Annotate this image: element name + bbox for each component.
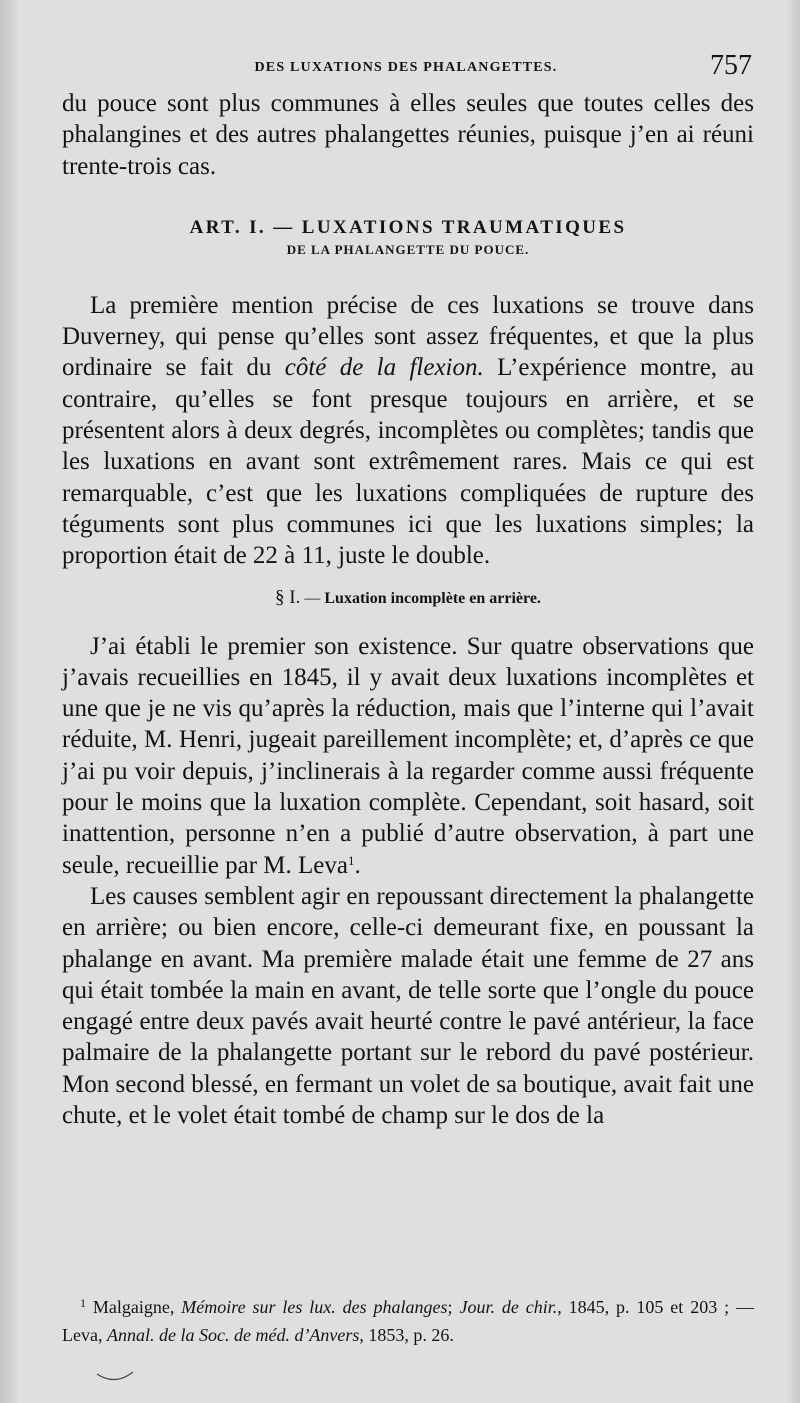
page-left-edge-shadow — [0, 0, 18, 1403]
section-title: Luxation incomplète en arrière. — [324, 589, 541, 607]
footnote-journal-2: Annal. de la Soc. de méd. d’Anvers — [106, 1325, 360, 1345]
paragraph-continuation: du pouce sont plus communes à elles seules que toutes celles des phalangines et des autres phalangettes réunies, puisque j’en ai réuni trente-trois cas. — [62, 90, 754, 180]
main-text — [62, 88, 754, 1131]
article-heading: ART. I. — LUXATIONS TRAUMATIQUES — [189, 216, 627, 238]
paragraph-existence — [62, 631, 754, 881]
footnote-text: , 1845, p. 105 et 203 ; — Leva, — [62, 1297, 754, 1345]
italic-phrase: côté de la flexion. — [284, 354, 484, 382]
footnote-journal: Jour. de chir. — [459, 1297, 558, 1317]
footnote — [62, 1293, 754, 1349]
section-number: § I. — [275, 586, 301, 608]
footnote-author: Malgaigne, — [92, 1297, 182, 1317]
page-number: 757 — [710, 50, 752, 81]
paragraph-text: J’ai établi le premier son existence. Sur quatre observations que j’avais recueillies en 1845, il y avait deux luxations incomplètes et une que je ne vis qu’après la réduction, mais que l’interne qui l’avait réduite, M. Henri, jugeait pareillement incomplète; et, d’après ce que j’ai pu voir depuis, j’inclinerais à la regarder comme aussi fréquente pour le moins que la luxation complète. Cependant, soit hasard, soit inattention, personne n’en a publié d’autre observation, à part une seule, recueillie par M. Leva — [62, 632, 754, 879]
footnote-reference[interactable]: 1 — [347, 852, 355, 868]
paragraph-text: La première mention précise de ces luxations se trouve dans Duverney, qui pense qu’elles sont assez fréquentes, et que la plus ordinaire se fait du — [62, 291, 754, 382]
pencil-mark — [95, 1368, 135, 1386]
footnote-end: , 1853, p. 26. — [359, 1325, 454, 1345]
footnote-separator: ; — [447, 1297, 460, 1317]
paragraph-text: L’expérience montre, au contraire, qu’elles se font presque toujours en arrière, et se présentent alors à deux degrés, incomplètes ou complètes; tandis que les luxations en avant sont extrêmement rares. Mais ce qui est remarquable, c’est que les luxations compliquées de rupture des téguments sont plus communes ici que les luxations simples; la proportion était de 22 à 11, juste le double. — [62, 354, 754, 570]
running-title: DES LUXATIONS DES PHALANGETTES. — [254, 60, 558, 75]
page-right-edge-shadow — [786, 0, 800, 1403]
article-subheading: DE LA PHALANGETTE DU POUCE. — [286, 241, 530, 257]
footnote-title: Mémoire sur les lux. des phalanges — [181, 1297, 448, 1317]
running-head — [60, 50, 752, 82]
paragraph-end: . — [354, 851, 361, 879]
paragraph-duverney — [62, 290, 754, 572]
footnote-marker: 1 — [80, 1296, 86, 1310]
section-heading — [62, 586, 754, 611]
section-dash: — — [304, 589, 321, 607]
paragraph-causes: Les causes semblent agir en repoussant directement la phalangette en arrière; ou bien encore, celle-ci demeurant fixe, en poussant la phalange en avant. Ma première malade était une femme de 27 ans qui était tombée la main en avant, de telle sorte que l’ongle du pouce engagé entre deux pavés avait heurté contre le pavé antérieur, la face palmaire de la phalangette portant sur le rebord du pavé postérieur. Mon second blessé, en fermant un volet de sa boutique, avait fait une chute, et le volet était tombé de champ sur le dos de la — [62, 882, 754, 1130]
